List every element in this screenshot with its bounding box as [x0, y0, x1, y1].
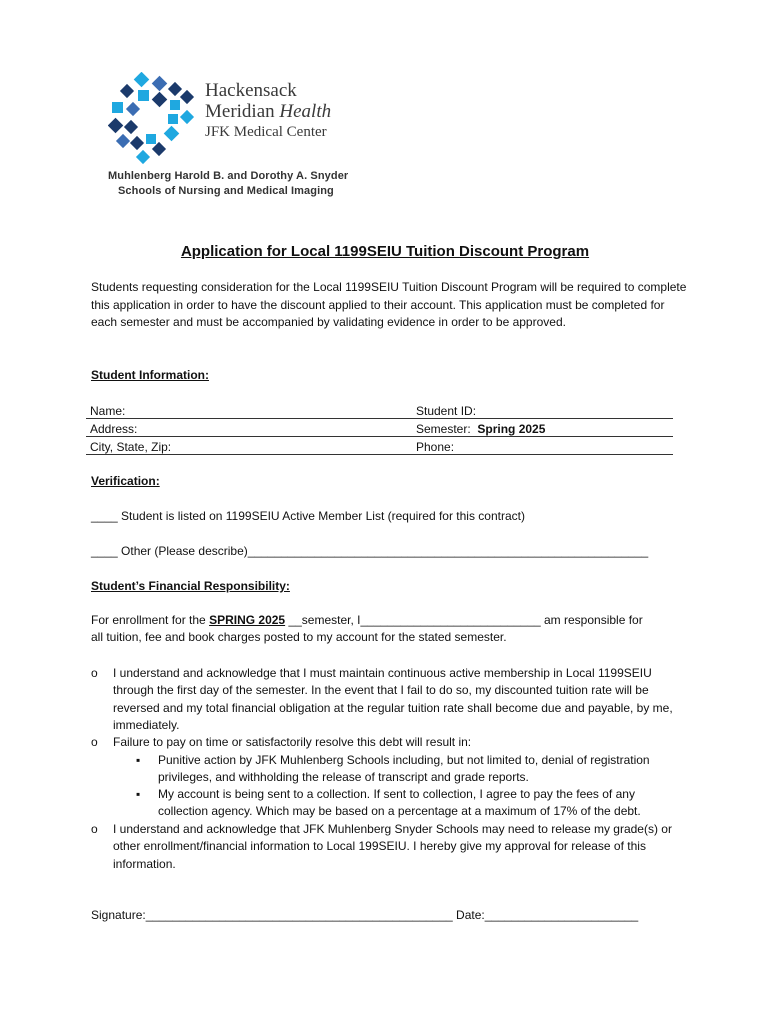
name-field[interactable]: Name: [86, 401, 412, 419]
list-item [91, 786, 687, 822]
document-title: Application for Local 1199SEIU Tuition Discount Program [180, 243, 590, 260]
semester-field[interactable]: Semester: Spring 2025 [412, 419, 673, 437]
list-item [91, 734, 687, 752]
verification-active-member-line[interactable]: ____ Student is listed on 1199SEIU Active Member List (required for this contract) [91, 509, 525, 523]
list-item [91, 665, 687, 735]
enrollment-statement-line-2: all tuition, fee and book charges posted to my account for the stated semester. [91, 630, 507, 644]
logo-line-2: Meridian Health [205, 101, 332, 122]
signature-date-line[interactable]: Signature:______________________________________________ Date:_______________________ [91, 908, 639, 922]
table-row [86, 437, 673, 455]
square-bullet-icon: ▪ [136, 753, 141, 767]
table-row [86, 419, 673, 437]
logo-line-1: Hackensack [205, 80, 297, 101]
enrollment-semester: SPRING 2025 [209, 613, 286, 627]
semester-value: Spring 2025 [477, 422, 546, 436]
student-info-table [86, 400, 673, 455]
circle-bullet-icon: o [91, 735, 98, 749]
list-item [91, 752, 687, 788]
logo-line-3: JFK Medical Center [205, 124, 327, 140]
membership-acknowledgement: I understand and acknowledge that I must maintain continuous active membership in Local 1199SEIU through the first day of the semester. In the event that I fail to do so, my discounted tuition rate will be reversed and my total financial obligation at the regular tuition rate shall become due and payable, by me, immediately. [113, 666, 673, 732]
logo-mosaic-icon [108, 72, 204, 168]
punitive-action-text: Punitive action by JFK Muhlenberg Schools including, but not limited to, denial of registration privileges, and withholding the release of transcript and grade reports. [158, 753, 650, 785]
release-approval-text: I understand and acknowledge that JFK Muhlenberg Snyder Schools may need to release my grade(s) or other enrollment/financial information to Local 199SEIU. I hereby give my approval for release of this information. [113, 822, 672, 871]
verification-heading: Verification: [91, 474, 160, 488]
school-name-line-1: Muhlenberg Harold B. and Dorothy A. Snyder [108, 170, 349, 182]
table-row [86, 401, 673, 419]
financial-heading: Student’s Financial Responsibility: [91, 579, 290, 593]
circle-bullet-icon: o [91, 666, 98, 680]
phone-field[interactable]: Phone: [412, 437, 673, 455]
student-info-heading: Student Information: [91, 368, 209, 382]
intro-paragraph: Students requesting consideration for the Local 1199SEIU Tuition Discount Program will be required to complete this application in order to have the discount applied to their account. This application must be completed for each semester and must be accompanied by validating evidence in order to be approved. [91, 280, 687, 329]
list-item [91, 821, 687, 873]
address-field[interactable]: Address: [86, 419, 412, 437]
student-id-field[interactable]: Student ID: [412, 401, 673, 419]
square-bullet-icon: ▪ [136, 787, 141, 801]
verification-other-line[interactable]: ____ Other (Please describe)____________________________________________________________ [91, 544, 649, 558]
circle-bullet-icon: o [91, 822, 98, 836]
enrollment-statement-line-1[interactable]: For enrollment for the SPRING 2025 __semester, I___________________________ am responsible for [91, 613, 643, 627]
institution-logo [108, 72, 368, 202]
city-state-zip-field[interactable]: City, State, Zip: [86, 437, 412, 455]
logo-wordmark [205, 80, 331, 143]
collection-text: My account is being sent to a collection. If sent to collection, I agree to pay the fees of any collection agency. Which may be based on a percentage at a maximum of 17% of the debt. [158, 787, 641, 819]
nonpayment-consequence: Failure to pay on time or satisfactorily resolve this debt will result in: [113, 735, 472, 749]
school-name-line-2: Schools of Nursing and Medical Imaging [118, 185, 334, 197]
